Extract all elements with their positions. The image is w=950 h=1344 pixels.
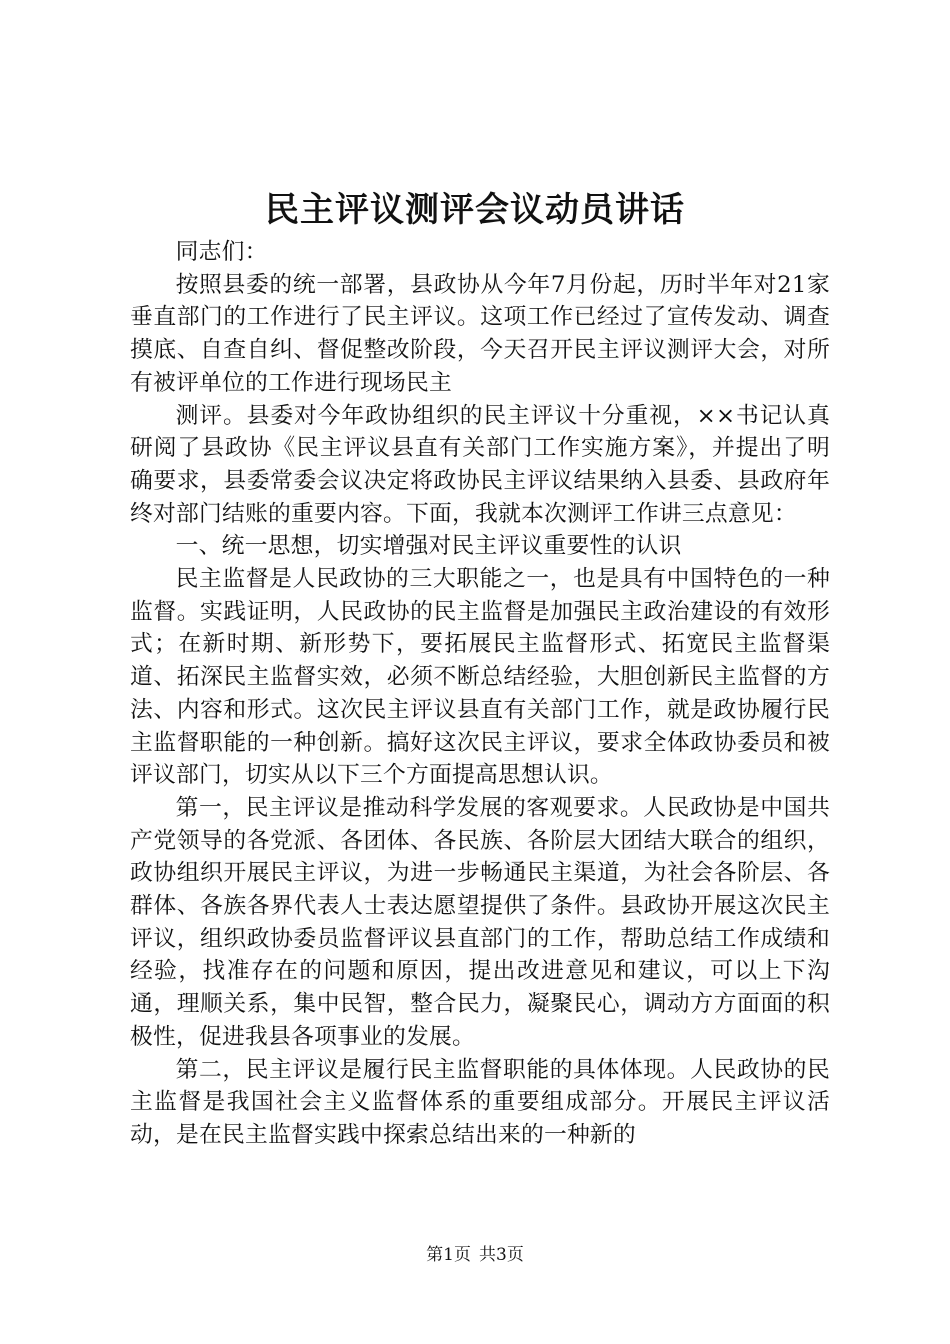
paragraph: 第一，民主评议是推动科学发展的客观要求。人民政协是中国共产党领导的各党派、各团体、各民族、各阶层大团结大联合的组织，政协组织开展民主评议，为进一步畅通民主渠道，为社会各阶层、各群体、各族各界代表人士表达愿望提供了条件。县政协开展这次民主评议，组织政协委员监督评议县直部门的工作，帮助总结工作成绩和经验，找准存在的问题和原因，提出改进意见和建议，可以上下沟通，理顺关系，集中民智，整合民力，凝聚民心，调动方方面面的积极性，促进我县各项事业的发展。 (130, 794, 830, 1050)
paragraph: 测评。县委对今年政协组织的民主评议十分重视，××书记认真研阅了县政协《民主评议县直有关部门工作实施方案》，并提出了明确要求，县委常委会议决定将政协民主评议结果纳入县委、县政府年终对部门结账的重要内容。下面，我就本次测评工作讲三点意见： (130, 402, 830, 527)
paragraph: 民主监督是人民政协的三大职能之一，也是具有中国特色的一种监督。实践证明，人民政协的民主监督是加强民主政治建设的有效形式；在新时期、新形势下，要拓展民主监督形式、拓宽民主监督渠道、拓深民主监督实效，必须不断总结经验，大胆创新民主监督的方法、内容和形式。这次民主评议县直有关部门工作，就是政协履行民主监督职能的一种创新。搞好这次民主评议，要求全体政协委员和被评议部门，切实从以下三个方面提高思想认识。 (130, 566, 830, 789)
paragraph: 按照县委的统一部署，县政协从今年7月份起，历时半年对21家垂直部门的工作进行了民主评议。这项工作已经过了宣传发动、调查摸底、自查自纠、督促整改阶段，今天召开民主评议测评大会，对所有被评单位的工作进行现场民主 (130, 271, 830, 396)
page-footer (0, 1244, 950, 1266)
total-pages: 共3页 (479, 1245, 524, 1265)
salutation: 同志们： (175, 239, 268, 265)
document-title: 民主评议测评会议动员讲话 (265, 190, 685, 230)
section-heading: 一、统一思想，切实增强对民主评议重要性的认识 (175, 533, 682, 560)
document-body (130, 236, 830, 1152)
paragraph: 第二，民主评议是履行民主监督职能的具体体现。人民政协的民主监督是我国社会主义监督体系的重要组成部分。开展民主评议活动，是在民主监督实践中探索总结出来的一种新的 (130, 1056, 830, 1148)
page-number: 第1页 (426, 1245, 471, 1265)
